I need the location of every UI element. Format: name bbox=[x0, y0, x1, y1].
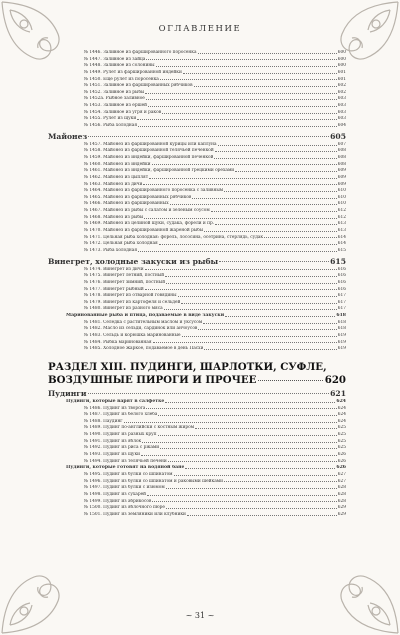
toc-entry-page: 628 bbox=[337, 498, 346, 504]
toc-entry-page: 607 bbox=[337, 141, 346, 147]
toc-entry-page: 627 bbox=[337, 471, 346, 477]
toc-entry[interactable] bbox=[48, 472, 346, 479]
toc-entry-label: № 1466. Майонез из фаршированных bbox=[84, 201, 169, 207]
toc-entry-label: № 1490. Пудинг из разных круп bbox=[84, 432, 157, 438]
toc-entry-page: 603 bbox=[337, 96, 346, 102]
toc-entry-label: № 1500. Пудинг из яблочного пюре bbox=[84, 505, 165, 511]
toc-entry-label: № 1472. Цельная рыба холодная bbox=[84, 241, 158, 247]
dot-leader bbox=[144, 218, 336, 219]
toc-entry[interactable] bbox=[48, 208, 346, 215]
toc-entry-label: № 1479. Винегрет из картофеля и сельдей bbox=[84, 299, 181, 305]
toc-entry-page: 625 bbox=[337, 445, 346, 451]
toc-entry[interactable] bbox=[48, 346, 346, 353]
toc-group-aspic bbox=[48, 50, 346, 130]
toc-entry-page: 629 bbox=[337, 505, 346, 511]
toc-entry-label: № 1496. Пудинг из булки со шпинатом и раковыми шейками bbox=[84, 478, 223, 484]
toc-entry[interactable] bbox=[48, 70, 346, 77]
toc-entry[interactable] bbox=[48, 182, 346, 189]
toc-entry-label: № 1458. Майонез из фаршированной телячьей печенкой bbox=[84, 148, 214, 154]
page-number: ~ 31 ~ bbox=[185, 611, 215, 620]
dot-leader bbox=[138, 126, 337, 127]
toc-entry-label: № 1463. Майонез из дичи bbox=[84, 181, 143, 187]
toc-entry[interactable] bbox=[48, 123, 346, 130]
toc-group-napkin bbox=[48, 406, 346, 466]
toc-entry-label: № 1447. Заливное из зайца bbox=[84, 56, 146, 62]
toc-entry-label: № 1485. Холодное жаркое, подаваемое в день Пасхи bbox=[84, 346, 204, 352]
toc-entry[interactable] bbox=[48, 188, 346, 195]
toc-entry[interactable] bbox=[48, 235, 346, 242]
toc-entry-page: 619 bbox=[337, 332, 346, 338]
toc-entry-label: № 1482. Масло из сельди, сардинок или анчоусов bbox=[84, 326, 198, 332]
table-of-contents bbox=[48, 50, 346, 518]
toc-entry-page: 627 bbox=[337, 478, 346, 484]
toc-section-label: Майонез bbox=[48, 131, 88, 141]
dot-leader bbox=[215, 224, 337, 225]
toc-entry-label: № 1476. Винегрет зимний, постный bbox=[84, 279, 166, 285]
toc-entry-label: № 1499. Пудинг из абрикосов bbox=[84, 498, 152, 504]
toc-entry-label: № 1491. Пудинг из яблок bbox=[84, 438, 142, 444]
toc-entry[interactable] bbox=[48, 479, 346, 486]
dot-leader bbox=[145, 269, 337, 270]
dot-leader bbox=[174, 475, 337, 476]
toc-entry-page: 612 bbox=[337, 214, 346, 220]
dot-leader bbox=[218, 145, 337, 146]
toc-entry-page: 618 bbox=[337, 319, 346, 325]
dot-leader bbox=[141, 455, 337, 456]
toc-entry-label: № 1494. Пудинг из телячьей печени bbox=[84, 458, 167, 464]
dot-leader bbox=[264, 237, 337, 238]
dot-leader bbox=[235, 171, 337, 172]
dot-leader bbox=[187, 515, 337, 516]
toc-entry[interactable] bbox=[48, 63, 346, 70]
toc-entry-page: 616 bbox=[337, 279, 346, 285]
toc-entry-page: 609 bbox=[337, 168, 346, 174]
toc-entry-label: № 1477. Винегрет рыбный bbox=[84, 286, 144, 292]
toc-entry-label: № 1489. Пудинг по-английски с костным жиром bbox=[84, 425, 195, 431]
toc-entry-label: № 1451. Заливное из фаршированных рябчиков bbox=[84, 83, 193, 89]
toc-entry-page: 609 bbox=[337, 181, 346, 187]
toc-entry-label: № 1462. Майонез из цыплят bbox=[84, 174, 149, 180]
toc-entry-label: № 1459. Майонез из индейки, фаршированной печенкой bbox=[84, 154, 214, 160]
toc-entry-label: № 1449. Рулет из фаршированной индейки bbox=[84, 69, 182, 75]
toc-entry[interactable] bbox=[48, 201, 346, 208]
toc-section-page: 605 bbox=[330, 131, 346, 141]
toc-entry-page: 619 bbox=[337, 339, 346, 345]
dot-leader bbox=[166, 488, 337, 489]
toc-entry-page: 616 bbox=[337, 286, 346, 292]
toc-entry[interactable] bbox=[48, 90, 346, 97]
toc-entry-page: 616 bbox=[337, 273, 346, 279]
dot-leader bbox=[160, 79, 337, 80]
toc-entry[interactable] bbox=[48, 50, 346, 57]
dot-leader bbox=[198, 329, 336, 330]
toc-entry[interactable] bbox=[48, 326, 346, 333]
toc-entry-page: 628 bbox=[337, 491, 346, 497]
toc-entry[interactable] bbox=[48, 116, 346, 123]
dot-leader bbox=[146, 99, 337, 100]
toc-entry-label: № 1457. Майонез из фаршированной курицы или каплуна bbox=[84, 141, 217, 147]
dot-leader bbox=[168, 461, 337, 462]
toc-entry-page: 603 bbox=[337, 116, 346, 122]
dot-leader bbox=[152, 501, 336, 502]
dot-leader bbox=[183, 73, 337, 74]
toc-entry[interactable] bbox=[48, 512, 346, 519]
dot-leader bbox=[156, 66, 337, 67]
toc-entry-label: № 1452а. Рыбное заливное bbox=[84, 96, 145, 102]
toc-entry-page: 614 bbox=[337, 241, 346, 247]
toc-entry[interactable] bbox=[48, 103, 346, 110]
toc-entry-page: 608 bbox=[337, 148, 346, 154]
toc-entry[interactable] bbox=[48, 300, 346, 307]
toc-entry[interactable] bbox=[48, 333, 346, 340]
dot-leader bbox=[153, 342, 337, 343]
toc-entry-label: № 1448. Заливное из солонины bbox=[84, 63, 155, 69]
toc-entry[interactable] bbox=[48, 273, 346, 280]
dot-leader bbox=[165, 276, 337, 277]
dot-leader bbox=[158, 435, 337, 436]
toc-entry-page: 610 bbox=[337, 194, 346, 200]
toc-entry[interactable] bbox=[48, 485, 346, 492]
dot-leader bbox=[219, 261, 329, 262]
toc-entry[interactable] bbox=[48, 432, 346, 439]
toc-entry-page: 610 bbox=[337, 188, 346, 194]
toc-entry-page: 612 bbox=[337, 208, 346, 214]
toc-entry[interactable] bbox=[48, 77, 346, 84]
toc-entry-page: 601 bbox=[337, 69, 346, 75]
dot-leader bbox=[194, 86, 337, 87]
dot-leader bbox=[215, 151, 337, 152]
toc-entry[interactable] bbox=[48, 142, 346, 149]
toc-section-page: 621 bbox=[330, 388, 346, 398]
toc-subsection-page: 626 bbox=[336, 465, 346, 471]
toc-entry-label: № 1486. Пудинг из творога bbox=[84, 405, 146, 411]
toc-entry-label: № 1488. Паудинг bbox=[84, 418, 123, 424]
toc-entry-label: № 1501. Пудинг из земляники или клубники bbox=[84, 511, 186, 517]
dot-leader bbox=[124, 422, 337, 423]
dot-leader bbox=[258, 380, 322, 381]
toc-entry[interactable] bbox=[48, 445, 346, 452]
toc-entry-page: 626 bbox=[337, 452, 346, 458]
toc-entry-page: 617 bbox=[337, 306, 346, 312]
toc-entry[interactable] bbox=[48, 492, 346, 499]
toc-subsection-label: Маринованные рыба и птица, подаваемые в виде закуски bbox=[66, 313, 225, 319]
toc-entry[interactable] bbox=[48, 287, 346, 294]
dot-leader bbox=[182, 336, 337, 337]
toc-entry[interactable] bbox=[48, 340, 346, 347]
toc-entry[interactable] bbox=[48, 155, 346, 162]
dot-leader bbox=[146, 408, 336, 409]
toc-entry-page: 619 bbox=[337, 346, 346, 352]
dot-leader bbox=[146, 59, 336, 60]
toc-entry[interactable] bbox=[48, 439, 346, 446]
toc-entry-page: 624 bbox=[337, 418, 346, 424]
toc-entry[interactable] bbox=[48, 320, 346, 327]
toc-entry-label: № 1455. Рулет из щуки bbox=[84, 116, 137, 122]
toc-entry-label: № 1456. Рыба холодная bbox=[84, 123, 138, 129]
toc-entry-label: № 1450. Еще рулет из поросенка bbox=[84, 76, 159, 82]
toc-entry-page: 614 bbox=[337, 234, 346, 240]
dot-leader bbox=[158, 415, 336, 416]
toc-entry-page: 613 bbox=[337, 228, 346, 234]
toc-group-waterbath bbox=[48, 472, 346, 518]
dot-leader bbox=[214, 158, 336, 159]
dot-leader bbox=[204, 349, 336, 350]
dot-leader bbox=[138, 251, 337, 252]
toc-subsection-marinated[interactable] bbox=[48, 313, 346, 320]
toc-entry[interactable] bbox=[48, 110, 346, 117]
toc-entry-page: 617 bbox=[337, 293, 346, 299]
toc-entry-label: № 1498. Пудинг из сухарей bbox=[84, 491, 147, 497]
toc-entry[interactable] bbox=[48, 452, 346, 459]
toc-entry[interactable] bbox=[48, 148, 346, 155]
toc-entry-label: № 1460. Майонез из индейки bbox=[84, 161, 151, 167]
toc-entry-page: 601 bbox=[337, 76, 346, 82]
toc-section-page: 615 bbox=[330, 256, 346, 266]
toc-entry-page: 602 bbox=[337, 83, 346, 89]
toc-entry-label: № 1453. Заливное из ершей bbox=[84, 103, 147, 109]
toc-entry-label: № 1468. Майонез из рыбы bbox=[84, 214, 144, 220]
toc-entry[interactable] bbox=[48, 168, 346, 175]
toc-entry-page: 609 bbox=[337, 174, 346, 180]
dot-leader bbox=[142, 442, 337, 443]
toc-entry[interactable] bbox=[48, 241, 346, 248]
toc-entry-label: № 1473. Рыба холодная bbox=[84, 247, 138, 253]
toc-section-vinaigrette[interactable] bbox=[48, 257, 346, 267]
toc-entry[interactable] bbox=[48, 499, 346, 506]
toc-entry-page: 625 bbox=[337, 425, 346, 431]
dot-leader bbox=[204, 231, 337, 232]
page-title: ОГЛАВЛЕНИЕ bbox=[158, 24, 242, 34]
toc-entry[interactable] bbox=[48, 248, 346, 255]
toc-entry-label: № 1469. Майонез из целиной щуки, судака, форели и пр. bbox=[84, 221, 215, 227]
toc-entry-page: 600 bbox=[337, 63, 346, 69]
dot-leader bbox=[181, 303, 336, 304]
toc-entry[interactable] bbox=[48, 505, 346, 512]
toc-entry-label: № 1474. Винегрет из дичи bbox=[84, 266, 144, 272]
toc-entry-page: 629 bbox=[337, 511, 346, 517]
dot-leader bbox=[147, 495, 337, 496]
toc-subsection-label: Пудинги, которые варят в салфетке bbox=[66, 398, 165, 404]
toc-entry[interactable] bbox=[48, 306, 346, 313]
dot-leader bbox=[165, 402, 335, 403]
toc-section-puddings[interactable] bbox=[48, 389, 346, 399]
toc-entry[interactable] bbox=[48, 267, 346, 274]
toc-entry-label: № 1497. Пудинг из булки с изюмом bbox=[84, 485, 165, 491]
dot-leader bbox=[203, 323, 337, 324]
corner-ornament-bottom-right bbox=[320, 555, 400, 635]
toc-subsection-label: Пудинги, которые готовят на водяной бане bbox=[66, 465, 185, 471]
toc-entry-page: 624 bbox=[337, 405, 346, 411]
toc-entry[interactable] bbox=[48, 425, 346, 432]
toc-entry-page: 608 bbox=[337, 161, 346, 167]
toc-entry-page: 617 bbox=[337, 299, 346, 305]
toc-entry-label: № 1481. Селедка с растительным маслом и уксусом bbox=[84, 319, 203, 325]
toc-entry-label: № 1467. Майонез из рыбы с салатом и зеленым соусом bbox=[84, 208, 210, 214]
toc-entry-page: 615 bbox=[337, 247, 346, 253]
toc-entry-label: № 1487. Пудинг из белого хлеба bbox=[84, 412, 158, 418]
toc-entry[interactable] bbox=[48, 96, 346, 103]
dot-leader bbox=[170, 204, 337, 205]
toc-entry-page: 608 bbox=[337, 154, 346, 160]
dot-leader bbox=[185, 468, 335, 469]
toc-entry[interactable] bbox=[48, 221, 346, 228]
toc-entry-page: 603 bbox=[337, 109, 346, 115]
dot-leader bbox=[88, 136, 329, 137]
toc-entry-label: № 1465. Майонез из фаршированных рябчиков bbox=[84, 194, 192, 200]
toc-entry-label: № 1461. Майонез из индейки, фаршированной грецкими орехами bbox=[84, 168, 235, 174]
dot-leader bbox=[88, 393, 330, 394]
dot-leader bbox=[225, 316, 335, 317]
toc-entry-page: 625 bbox=[337, 432, 346, 438]
toc-group-marinated bbox=[48, 320, 346, 353]
dot-leader bbox=[211, 211, 337, 212]
toc-entry-page: 603 bbox=[337, 103, 346, 109]
toc-entry-label: № 1495. Пудинг из булки со шпинатом bbox=[84, 471, 173, 477]
toc-subsection-page: 624 bbox=[336, 398, 346, 404]
toc-entry[interactable] bbox=[48, 293, 346, 300]
toc-entry-label: № 1454. Заливное из угря и раков bbox=[84, 109, 162, 115]
toc-entry[interactable] bbox=[48, 228, 346, 235]
dot-leader bbox=[224, 481, 337, 482]
toc-entry[interactable] bbox=[48, 280, 346, 287]
toc-entry-label: № 1493. Пудинг из щуки bbox=[84, 452, 141, 458]
dot-leader bbox=[145, 289, 337, 290]
dot-leader bbox=[148, 106, 337, 107]
toc-entry[interactable] bbox=[48, 83, 346, 90]
dot-leader bbox=[159, 244, 337, 245]
toc-entry[interactable] bbox=[48, 162, 346, 169]
toc-entry[interactable] bbox=[48, 215, 346, 222]
dot-leader bbox=[224, 191, 337, 192]
dot-leader bbox=[192, 198, 336, 199]
toc-entry-label: № 1446. Заливное из фаршированного поросенка bbox=[84, 50, 197, 55]
toc-entry-page: 624 bbox=[337, 412, 346, 418]
toc-entry-page: 600 bbox=[337, 50, 346, 55]
toc-entry-page: 604 bbox=[337, 123, 346, 129]
dot-leader bbox=[149, 178, 337, 179]
toc-entry-page: 626 bbox=[337, 458, 346, 464]
toc-section-mayonnaise[interactable] bbox=[48, 132, 346, 142]
toc-section-label: Винегрет, холодные закуски из рыбы bbox=[48, 256, 219, 266]
toc-entry-page: 628 bbox=[337, 485, 346, 491]
dot-leader bbox=[166, 508, 337, 509]
toc-entry-page: 600 bbox=[337, 56, 346, 62]
dot-leader bbox=[145, 93, 336, 94]
toc-entry-page: 625 bbox=[337, 438, 346, 444]
toc-entry-page: 610 bbox=[337, 201, 346, 207]
toc-entry-page: 613 bbox=[337, 221, 346, 227]
corner-ornament-bottom-left bbox=[0, 555, 80, 635]
toc-entry[interactable] bbox=[48, 419, 346, 426]
dot-leader bbox=[143, 184, 336, 185]
toc-group-vinaigrette bbox=[48, 267, 346, 313]
dot-leader bbox=[160, 448, 337, 449]
dot-leader bbox=[164, 309, 337, 310]
toc-part-line2: ВОЗДУШНЫЕ ПИРОГИ И ПРОЧЕЕ bbox=[48, 373, 257, 386]
toc-entry-label: № 1471. Цельная рыба холодная: форель, лососина, осетрина, стерлядь, судак bbox=[84, 234, 264, 240]
toc-entry-page: 602 bbox=[337, 89, 346, 95]
dot-leader bbox=[137, 119, 337, 120]
toc-entry-label: № 1452. Заливное из рыбы bbox=[84, 89, 145, 95]
toc-entry-label: № 1464. Майонез из фаршированного поросенка с заливным bbox=[84, 188, 224, 194]
toc-group-mayonnaise bbox=[48, 142, 346, 255]
toc-subsection-waterbath[interactable] bbox=[48, 465, 346, 472]
toc-entry-label: № 1478. Винегрет из отварной говядины bbox=[84, 293, 177, 299]
toc-subsection-napkin[interactable] bbox=[48, 399, 346, 406]
toc-entry[interactable] bbox=[48, 175, 346, 182]
toc-entry-label: № 1470. Майонез из фаршированной жареной рыбы bbox=[84, 228, 204, 234]
toc-entry-label: № 1483. Сельдь и корюшка маринованные bbox=[84, 332, 181, 338]
toc-entry[interactable] bbox=[48, 406, 346, 413]
toc-section-label: Пудинги bbox=[48, 388, 87, 398]
toc-entry-page: 616 bbox=[337, 266, 346, 272]
toc-entry[interactable] bbox=[48, 459, 346, 466]
toc-entry[interactable] bbox=[48, 57, 346, 64]
toc-entry-page: 618 bbox=[337, 326, 346, 332]
toc-entry[interactable] bbox=[48, 195, 346, 202]
toc-part-line1: РАЗДЕЛ XIII. ПУДИНГИ, ШАРЛОТКИ, СУФЛЕ, bbox=[48, 360, 327, 373]
dot-leader bbox=[162, 113, 337, 114]
toc-entry-label: № 1484. Рыбка маринованная bbox=[84, 339, 152, 345]
dot-leader bbox=[166, 283, 337, 284]
dot-leader bbox=[195, 428, 337, 429]
toc-part-heading[interactable] bbox=[48, 361, 346, 387]
toc-part-page: 620 bbox=[324, 373, 346, 386]
toc-entry-label: № 1480. Винегрет из разного мяса bbox=[84, 306, 163, 312]
toc-entry-label: № 1475. Винегрет летний, постный bbox=[84, 273, 165, 279]
dot-leader bbox=[198, 53, 337, 54]
dot-leader bbox=[178, 296, 337, 297]
dot-leader bbox=[152, 164, 337, 165]
toc-entry[interactable] bbox=[48, 412, 346, 419]
toc-entry-label: № 1492. Пудинг из риса с ржами bbox=[84, 445, 160, 451]
toc-subsection-page: 618 bbox=[336, 313, 346, 319]
